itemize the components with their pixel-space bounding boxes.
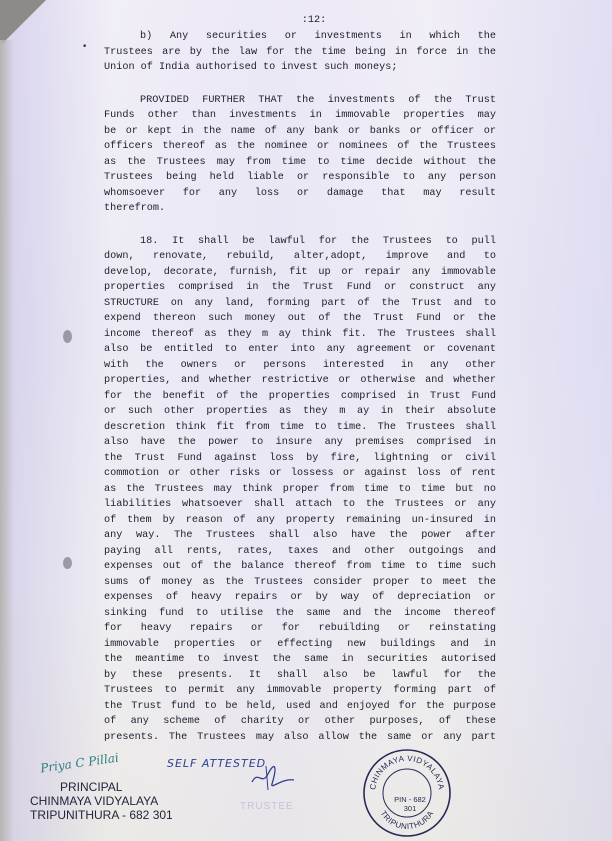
- seal-bottom-text: TRIPUNITHURA: [378, 809, 436, 832]
- paragraph-proviso: [104, 93, 496, 217]
- ink-blot: [63, 557, 72, 569]
- text-line: for heavy repairs or for rebuilding or reinstating: [104, 623, 496, 634]
- text-line: expenses out of the balance thereof from time to time such: [104, 561, 496, 572]
- margin-mark: •: [82, 42, 88, 52]
- principal-school: CHINMAYA VIDYALAYA: [30, 794, 159, 808]
- text-line: paying all rents, rates, taxes and other outgoings and: [104, 545, 496, 557]
- text-line: Union of India authorised to invest such moneys;: [104, 62, 398, 73]
- text-line: sinking fund to utilise the same and the income thereof: [104, 607, 496, 619]
- text-line: b) Any securities or investments in which the: [140, 31, 496, 42]
- seal-top-text: CHINMAYA VIDYALAYA: [368, 753, 446, 791]
- text-line: PROVIDED FURTHER THAT the investments of the Trust: [140, 94, 496, 106]
- text-line: therefrom.: [104, 203, 166, 214]
- text-line: Trustees to permit any immovable property forming part of: [104, 685, 496, 696]
- school-seal-icon: [361, 747, 453, 839]
- text-line: commotion or other risks or lossess or against loss of rent: [104, 468, 496, 479]
- self-attested-note: SELF ATTESTED: [167, 757, 267, 770]
- text-line: by these presents. It shall also be lawful for the: [104, 669, 496, 681]
- text-line: income thereof as they m ay think fit. The Trustees shall: [104, 328, 496, 340]
- text-line: of them by reason of any property remaining un-insured in: [104, 514, 496, 526]
- text-line: the meantime to invest the same in securities autorised: [104, 654, 496, 665]
- text-line: STRUCTURE on any land, forming part of the Trust and to: [104, 297, 496, 309]
- text-line: expenses of heavy repairs or by way of depreciation or: [104, 592, 496, 603]
- text-line: as the Trustees may from time to time decide without the: [104, 156, 496, 168]
- principal-stamp: [30, 780, 173, 822]
- text-line: be or kept in the name of any bank or banks or officer or: [104, 125, 496, 137]
- text-line: whomsoever for any loss or damage that may result: [104, 187, 496, 199]
- text-line: descretion think fit from time to time. The Trustees shall: [104, 421, 496, 433]
- text-line: the Trust Fund against loss by fire, lightning or civil: [104, 452, 496, 464]
- text-line: also be entitled to enter into any agreement or covenant: [104, 344, 496, 355]
- text-line: develop, decorate, furnish, fit up or repair any immovable: [104, 266, 496, 278]
- text-line: liabilities whatsoever shall attach to the Trustees or any: [104, 499, 496, 510]
- text-line: of any scheme of charity or other purposes, of these: [104, 716, 496, 727]
- text-line: properties comprised in the Trust Fund or construct any: [104, 282, 496, 293]
- ink-blot: [63, 330, 72, 343]
- text-line: also have the power to insure any premises comprised in: [104, 437, 496, 448]
- principal-signature: Priya C Pillai: [39, 750, 120, 776]
- text-line: for the benefit of the properties comprised in Trust Fund: [104, 390, 496, 402]
- text-line: properties, and whether restrictive or otherwise and whether: [104, 375, 496, 386]
- text-line: Trustees being held liable or responsible to any person: [104, 172, 496, 183]
- text-line: any way. The Trustees shall also have the power after: [104, 530, 496, 541]
- document-body: [104, 13, 496, 745]
- text-line: or such other properties as they m ay in their absolute: [104, 406, 496, 417]
- text-line: the Trust fund to be held, used and enjoyed for the purpose: [104, 700, 496, 712]
- principal-address: TRIPUNITHURA - 682 301: [30, 808, 173, 822]
- page-number: :12:: [301, 15, 327, 26]
- text-line: presents. The Trustees may also allow the same or any part: [104, 731, 496, 743]
- text-line: as the Trustees may think proper from time to time but no: [104, 483, 496, 495]
- text-line: officers thereof as the nominee or nominees of the Trustees: [104, 141, 496, 152]
- text-line: 18. It shall be lawful for the Trustees to pull: [140, 235, 496, 247]
- page-edge-shadow: [0, 40, 14, 841]
- text-line: immovable properties or effecting new buildings and in: [104, 638, 496, 650]
- text-line: with the owners or persons interested in any other: [104, 359, 496, 371]
- text-line: expend thereon such money out of the Trust Fund or the: [104, 313, 496, 324]
- text-line: Funds other than investments in immovable properties may: [104, 110, 496, 121]
- paragraph-clause-18: [104, 234, 496, 746]
- paragraph-clause-b: [104, 29, 496, 76]
- text-line: Trustees are by the law for the time being in force in the: [104, 46, 496, 58]
- text-line: down, renovate, rebuild, alter,adopt, improve and to: [104, 251, 496, 262]
- text-line: sums of money as the Trustees consider proper to meet the: [104, 576, 496, 588]
- trustee-label: TRUSTEE: [240, 801, 294, 812]
- trustee-signature-icon: [248, 760, 298, 794]
- seal-pin: PIN - 682 301: [394, 795, 426, 813]
- principal-title: PRINCIPAL: [60, 780, 123, 794]
